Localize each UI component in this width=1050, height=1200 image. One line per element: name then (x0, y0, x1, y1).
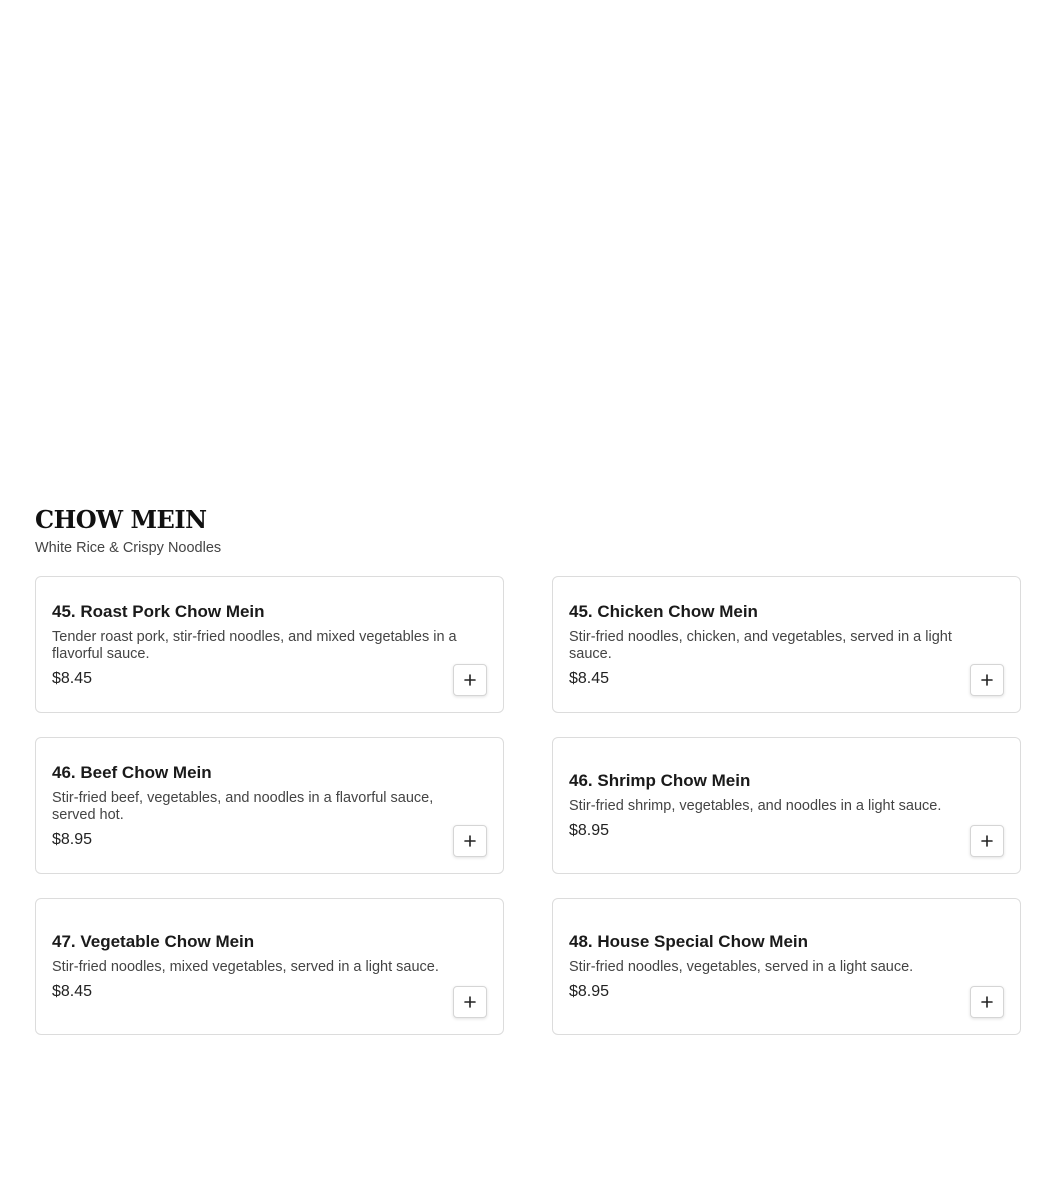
add-to-cart-button[interactable] (970, 825, 1004, 857)
menu-item-price: $8.95 (569, 822, 610, 839)
menu-item-description: Stir-fried noodles, mixed vegetables, served in a light sauce. (52, 959, 439, 975)
menu-item-price: $8.95 (569, 983, 610, 1000)
menu-item-price: $8.45 (52, 983, 93, 1000)
plus-icon (981, 835, 993, 847)
menu-item-name: 48. House Special Chow Mein (569, 932, 809, 951)
menu-item-description: Stir-fried beef, vegetables, and noodles in a flavorful sauce, served hot. (52, 789, 434, 823)
menu-item-card[interactable] (35, 898, 504, 1035)
menu-item-name: 45. Roast Pork Chow Mein (52, 601, 265, 621)
menu-item-card[interactable] (552, 576, 1021, 713)
add-to-cart-button[interactable] (453, 664, 487, 696)
menu-item-price: $8.45 (569, 669, 610, 687)
menu-item-card[interactable] (35, 737, 504, 874)
plus-icon (464, 674, 476, 686)
menu-item-description: Stir-fried noodles, vegetables, served in a light sauce. (569, 959, 914, 975)
menu-item-price: $8.45 (52, 669, 93, 687)
add-to-cart-button[interactable] (453, 986, 487, 1018)
add-to-cart-button[interactable] (970, 986, 1004, 1018)
menu-item-card[interactable] (552, 898, 1021, 1035)
menu-item-card[interactable] (35, 576, 504, 713)
plus-icon (464, 996, 476, 1008)
menu-item-name: 47. Vegetable Chow Mein (52, 932, 255, 951)
add-to-cart-button[interactable] (970, 664, 1004, 696)
plus-icon (981, 674, 993, 686)
menu-items-grid (35, 576, 1021, 1035)
section-subtitle: White Rice & Crispy Noodles (35, 540, 222, 556)
menu-item-card[interactable] (552, 737, 1021, 874)
section-title: CHOW MEIN (35, 505, 207, 534)
menu-item-name: 46. Shrimp Chow Mein (569, 771, 751, 790)
menu-item-description: Tender roast pork, stir-fried noodles, and mixed vegetables in a flavorful sauce. (52, 628, 457, 662)
menu-item-description: Stir-fried noodles, chicken, and vegetables, served in a light sauce. (569, 628, 952, 662)
menu-item-name: 46. Beef Chow Mein (52, 762, 212, 782)
add-to-cart-button[interactable] (453, 825, 487, 857)
plus-icon (464, 835, 476, 847)
menu-item-name: 45. Chicken Chow Mein (569, 601, 758, 621)
menu-item-price: $8.95 (52, 830, 93, 848)
plus-icon (981, 996, 993, 1008)
menu-item-description: Stir-fried shrimp, vegetables, and noodles in a light sauce. (569, 798, 942, 814)
menu-section-chow-mein (35, 505, 1021, 1035)
